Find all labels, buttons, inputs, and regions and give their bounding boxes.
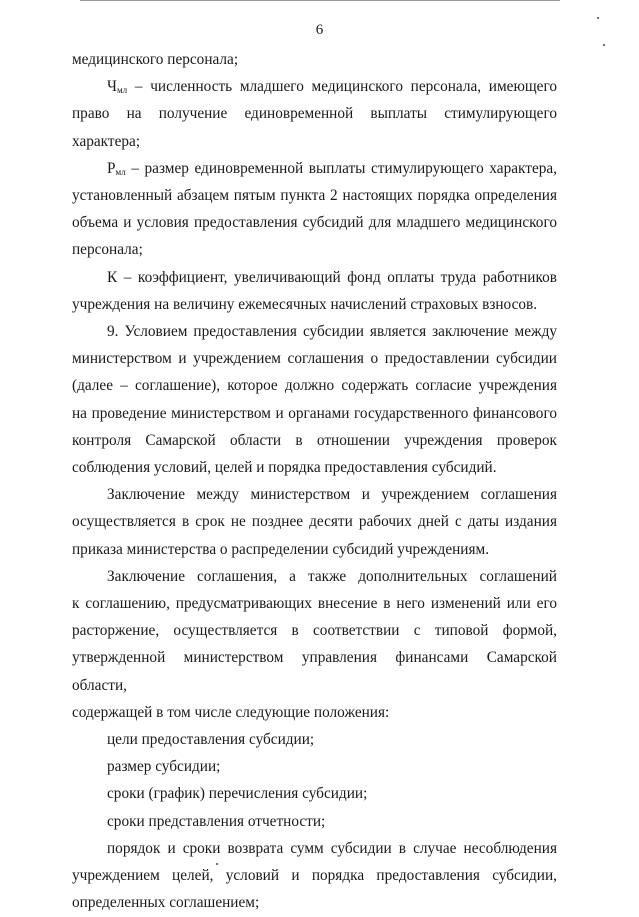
scan-speck xyxy=(603,44,605,46)
text-line: цели предоставления субсидии; xyxy=(107,731,315,749)
list-item xyxy=(72,780,557,807)
text-line: министерством и учреждением соглашения о предоставлении субсидии xyxy=(72,350,557,368)
text-line xyxy=(107,73,557,100)
list-item xyxy=(72,753,557,780)
symbol-subscript: мл xyxy=(115,166,126,177)
page-number: 6 xyxy=(315,22,324,38)
paragraph-k xyxy=(72,264,557,318)
text-line: контроля Самарской области в отношении учреждения проверок xyxy=(72,431,557,449)
paragraph-continuation xyxy=(72,46,557,73)
text-line: персонала; xyxy=(72,241,143,259)
scan-speck xyxy=(597,17,599,19)
paragraph-item-9 xyxy=(72,318,557,481)
text-line: сроки (график) перечисления субсидии; xyxy=(107,785,368,803)
text-line: содержащей в том числе следующие положения: xyxy=(72,703,390,721)
text-fragment: – численность младшего медицинского персонала, имеющего xyxy=(127,78,557,96)
paragraph-r-ml xyxy=(72,155,557,264)
text-line: Заключение соглашения, а также дополнительных соглашений xyxy=(107,567,557,585)
text-line: определенных соглашением; xyxy=(72,894,260,912)
text-line xyxy=(107,155,557,182)
text-line: учреждением целей, условий и порядка предоставления субсидии, xyxy=(72,867,557,885)
text-line: учреждения на величину ежемесячных начислений страховых взносов. xyxy=(72,295,538,313)
text-line: порядок и сроки возврата сумм субсидии в случае несоблюдения xyxy=(107,839,557,857)
paragraph-agreement-term xyxy=(72,481,557,563)
symbol-subscript: мл xyxy=(116,85,128,96)
text-line: сроки представления отчетности; xyxy=(107,812,326,830)
text-line: осуществляется в срок не позднее десяти рабочих дней с даты издания xyxy=(72,513,557,531)
scan-top-edge xyxy=(80,0,560,1)
text-line: к соглашению, предусматривающих внесение в него изменений или его xyxy=(72,595,557,613)
text-line: размер субсидии; xyxy=(107,758,221,776)
text-line: медицинского персонала; xyxy=(72,51,239,68)
text-line: установленный абзацем пятым пункта 2 настоящих порядка определения xyxy=(72,187,557,205)
text-line: 9. Условием предоставления субсидии является заключение между xyxy=(107,323,557,341)
document-body xyxy=(72,46,557,917)
paragraph-agreement-form xyxy=(72,563,557,726)
symbol-r: Р xyxy=(107,159,116,177)
list-item xyxy=(72,808,557,835)
text-line: объема и условия предоставления субсидий для младшего медицинского xyxy=(72,214,557,232)
text-line: на проведение министерством и органами государственного финансового xyxy=(72,404,557,422)
paragraph-ch-ml xyxy=(72,73,557,155)
text-fragment: – размер единовременной выплаты стимулирующего характера, xyxy=(125,159,557,177)
text-line: соблюдения условий, целей и порядка предоставления субсидий. xyxy=(72,459,497,477)
text-line: приказа министерства о распределении субсидий учреждениям. xyxy=(72,540,490,558)
text-line: утвержденной министерством управления финансами Самарской области, xyxy=(72,649,557,694)
list-item xyxy=(72,726,557,753)
symbol-ch: Ч xyxy=(107,78,117,96)
text-line: право на получение единовременной выплаты стимулирующего характера; xyxy=(72,105,557,150)
text-line: Заключение между министерством и учреждением соглашения xyxy=(107,486,557,504)
text-line: К – коэффициент, увеличивающий фонд оплаты труда работников xyxy=(107,268,557,286)
text-line: (далее – соглашение), которое должно содержать согласие учреждения xyxy=(72,377,557,395)
paragraph-refund xyxy=(72,835,557,917)
text-line: расторжение, осуществляется в соответствии с типовой формой, xyxy=(72,622,557,640)
